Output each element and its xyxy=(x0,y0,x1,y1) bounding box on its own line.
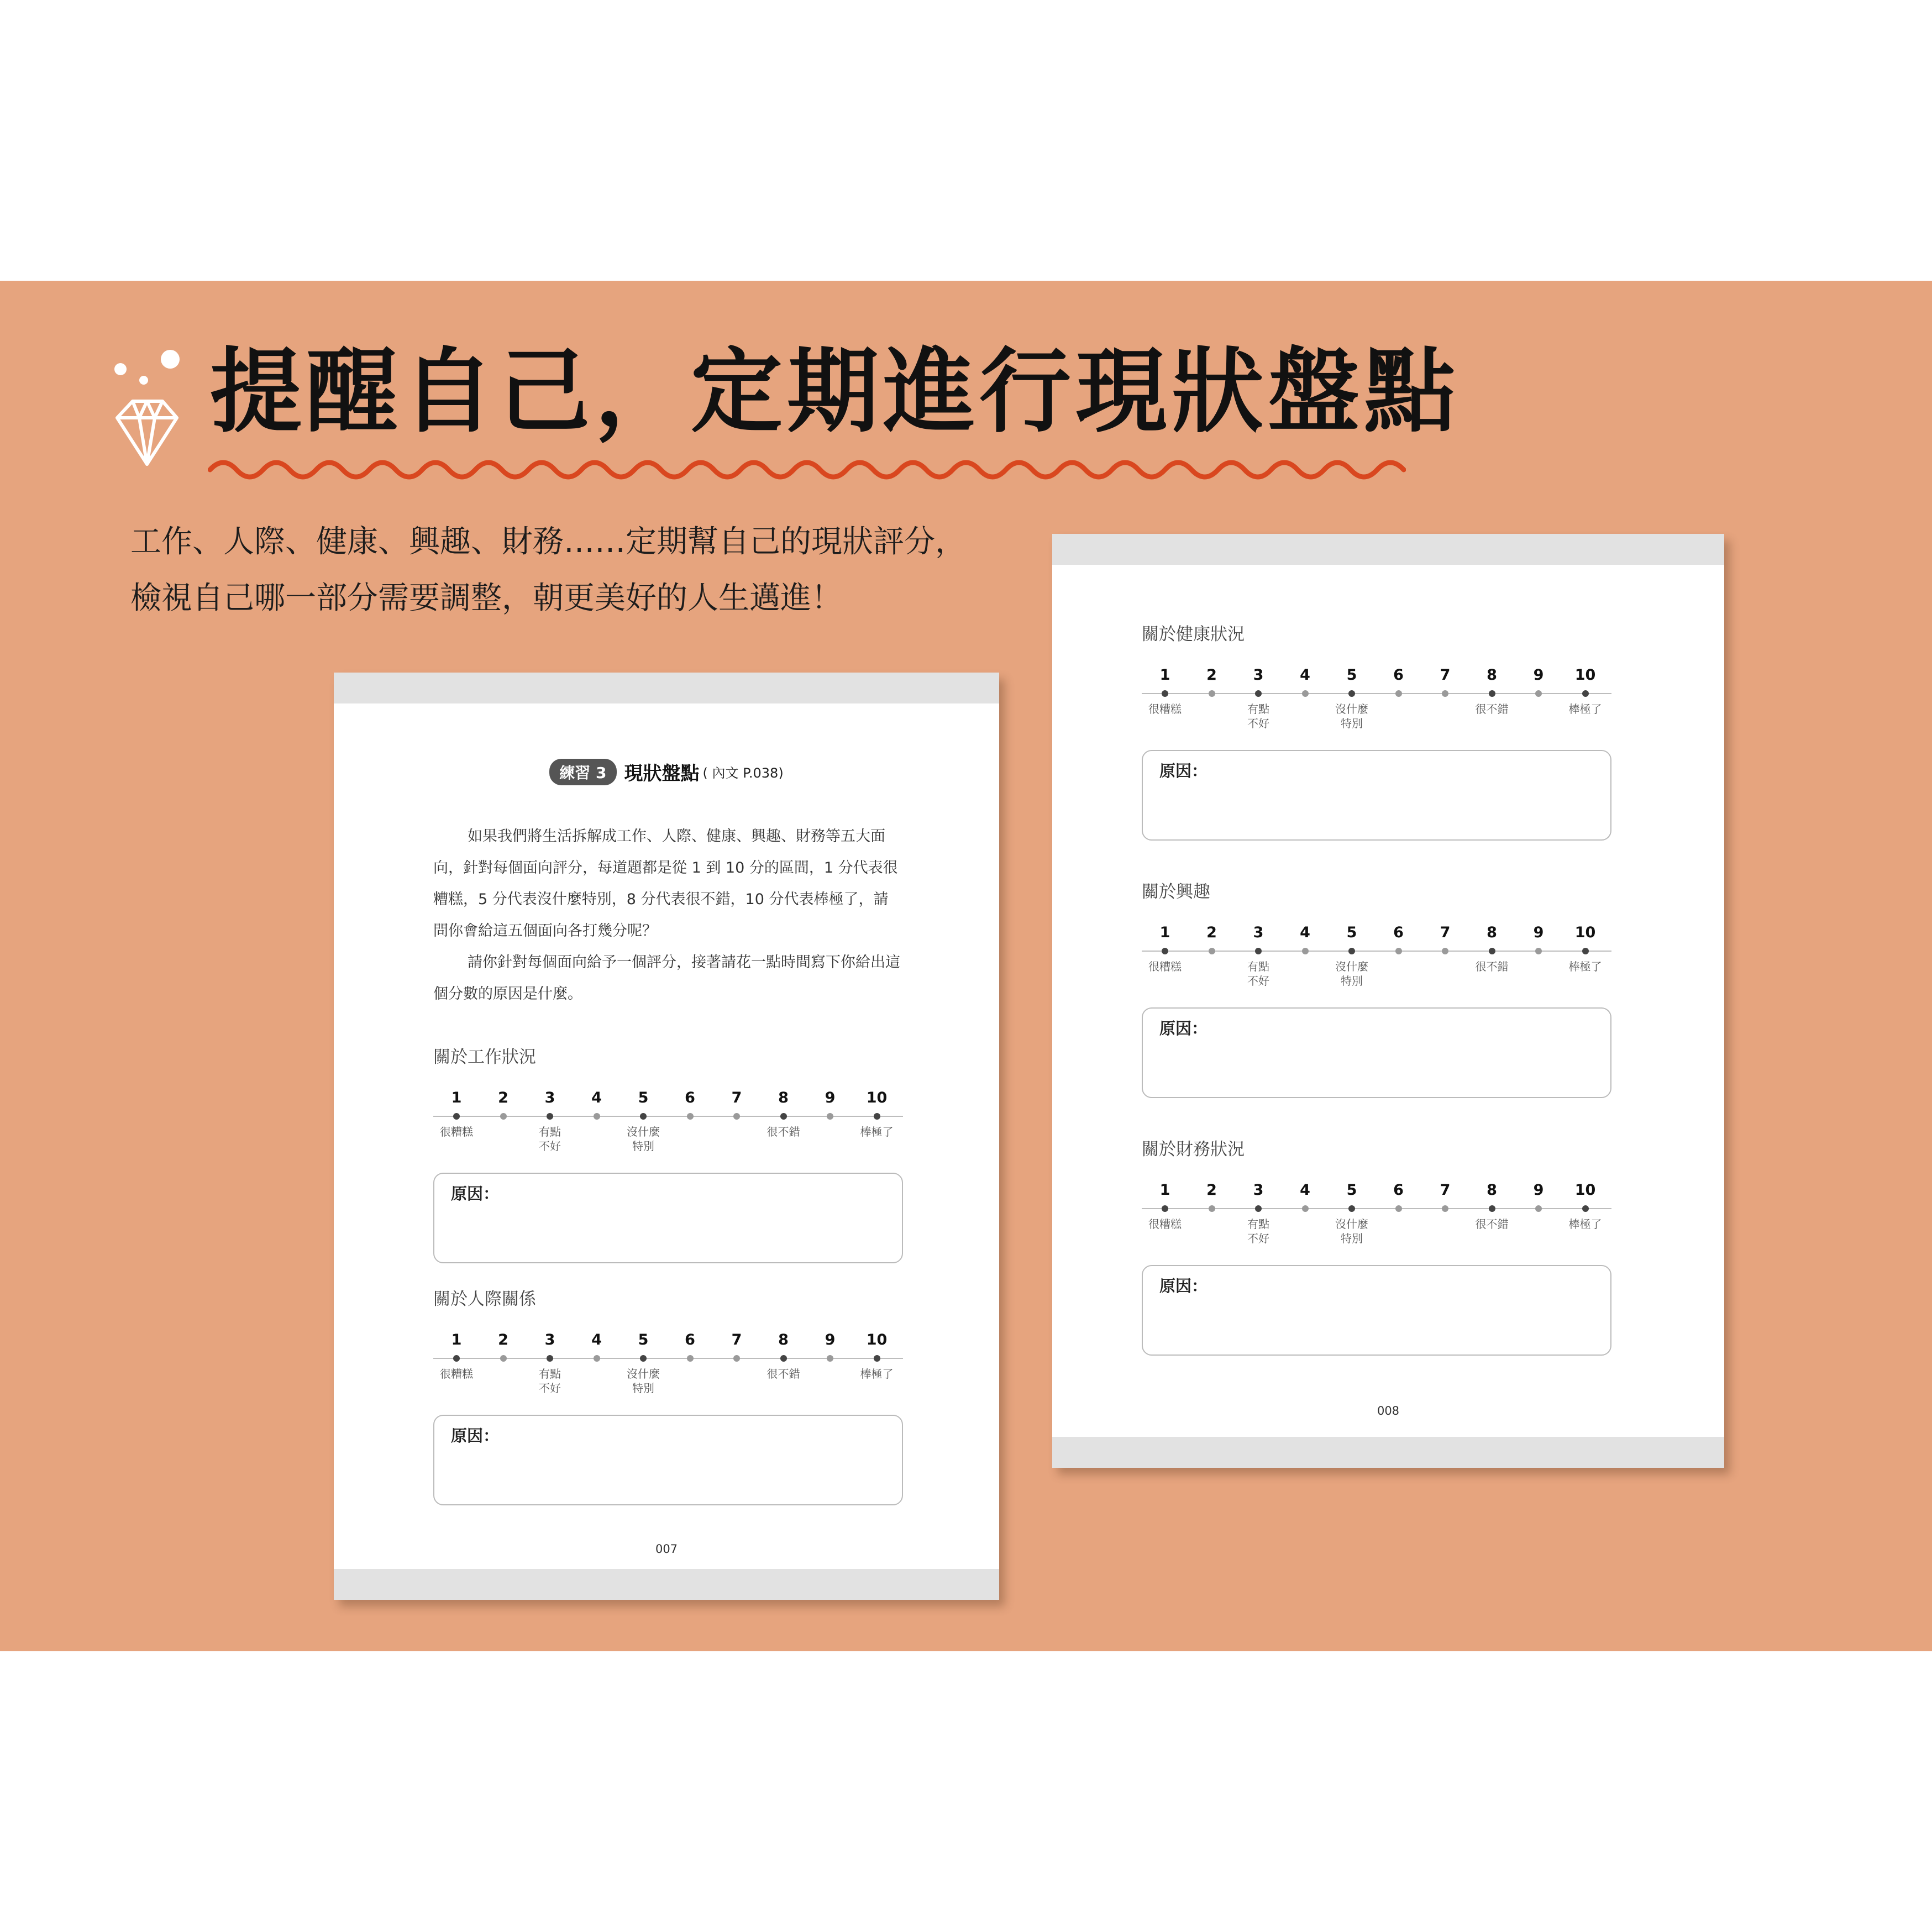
reason-label: 原因： xyxy=(1159,1019,1208,1038)
scale-number: 10 xyxy=(866,1089,888,1106)
scale-number: 10 xyxy=(866,1331,888,1348)
intro-line-2: 檢視自己哪一部分需要調整，朝更美好的人生邁進！ xyxy=(130,580,842,616)
reason-box[interactable] xyxy=(433,1415,903,1505)
scale-number: 6 xyxy=(1393,666,1404,684)
scale-label: 棒極了 xyxy=(860,1367,894,1380)
scale-dot[interactable] xyxy=(1442,690,1448,697)
scale-number: 4 xyxy=(591,1089,602,1106)
intro-line-1: 工作、人際、健康、興趣、財務……定期幫自己的現狀評分， xyxy=(130,524,966,560)
scale-dot[interactable] xyxy=(780,1113,787,1120)
scale-number: 8 xyxy=(778,1331,789,1348)
scale-number: 1 xyxy=(451,1331,462,1348)
page-bottom-bar xyxy=(1052,1437,1724,1468)
scale-number: 1 xyxy=(451,1089,462,1106)
intro-text xyxy=(130,514,1070,627)
scale-number: 5 xyxy=(638,1331,649,1348)
scale-dot[interactable] xyxy=(1489,948,1495,954)
workbook-page-right xyxy=(1052,534,1724,1468)
scale-dot[interactable] xyxy=(1209,948,1215,954)
scale-dot[interactable] xyxy=(1209,1205,1215,1212)
scale-dot[interactable] xyxy=(594,1113,600,1120)
scale-dot[interactable] xyxy=(1255,948,1262,954)
scale-dot[interactable] xyxy=(827,1113,833,1120)
scale-dot[interactable] xyxy=(1395,948,1402,954)
scale-dot[interactable] xyxy=(1209,690,1215,697)
page-number: 008 xyxy=(1377,1404,1400,1418)
wavy-underline xyxy=(208,458,1406,482)
scale-dot[interactable] xyxy=(827,1355,833,1362)
scale-dot[interactable] xyxy=(1302,690,1309,697)
page-top-bar xyxy=(334,673,999,704)
scale-label: 很糟糕 xyxy=(440,1125,473,1138)
scale-number: 7 xyxy=(731,1331,742,1348)
scale-number: 5 xyxy=(1346,666,1357,684)
section-title: 關於工作狀況 xyxy=(433,1047,536,1067)
scale-label: 有點 不好 xyxy=(539,1125,561,1153)
scale-dot[interactable] xyxy=(1582,948,1589,954)
scale-number: 7 xyxy=(1440,1182,1451,1199)
scale-number: 4 xyxy=(1300,924,1310,941)
scale-number: 5 xyxy=(1346,924,1357,941)
exercise-badge: 練習 3 xyxy=(549,759,616,785)
scale-dot[interactable] xyxy=(733,1113,740,1120)
scale-dot[interactable] xyxy=(687,1355,694,1362)
scale-number: 4 xyxy=(1300,1182,1310,1199)
rating-scale xyxy=(433,1331,903,1409)
scale-number: 2 xyxy=(1206,924,1217,941)
scale-number: 2 xyxy=(1206,666,1217,684)
scale-label: 沒什麼 特別 xyxy=(1335,702,1368,730)
scale-dot[interactable] xyxy=(1162,690,1168,697)
scale-dot[interactable] xyxy=(1442,948,1448,954)
scale-number: 1 xyxy=(1159,1182,1170,1199)
scale-label: 有點 不好 xyxy=(1247,1217,1269,1245)
scale-dot[interactable] xyxy=(1582,1205,1589,1212)
reason-label: 原因： xyxy=(1159,762,1208,780)
scale-dot[interactable] xyxy=(1348,948,1355,954)
scale-label: 很糟糕 xyxy=(1148,1217,1182,1231)
scale-dot[interactable] xyxy=(1535,690,1542,697)
reason-box[interactable] xyxy=(433,1173,903,1263)
scale-number: 9 xyxy=(1533,1182,1544,1199)
scale-label: 棒極了 xyxy=(1568,702,1602,716)
scale-number: 10 xyxy=(1574,1182,1596,1199)
scale-number: 3 xyxy=(544,1089,555,1106)
page-number: 007 xyxy=(655,1542,678,1556)
scale-dot[interactable] xyxy=(1255,1205,1262,1212)
reason-box[interactable] xyxy=(1142,750,1611,841)
scale-number: 6 xyxy=(685,1331,695,1348)
rating-scale xyxy=(1142,1182,1611,1259)
scale-label: 棒極了 xyxy=(860,1125,894,1138)
scale-number: 1 xyxy=(1159,666,1170,684)
scale-number: 9 xyxy=(825,1089,836,1106)
scale-dot[interactable] xyxy=(1302,948,1309,954)
scale-dot[interactable] xyxy=(500,1355,507,1362)
scale-dot[interactable] xyxy=(780,1355,787,1362)
reason-box[interactable] xyxy=(1142,1265,1611,1356)
scale-number: 8 xyxy=(1487,666,1497,684)
reason-box[interactable] xyxy=(1142,1007,1611,1098)
scale-dot[interactable] xyxy=(1302,1205,1309,1212)
scale-number: 5 xyxy=(1346,1182,1357,1199)
instructions xyxy=(433,821,902,1010)
scale-label: 有點 不好 xyxy=(1247,702,1269,730)
scale-dot[interactable] xyxy=(1442,1205,1448,1212)
page-headline: 提醒自己，定期進行現狀盤點 xyxy=(210,339,1460,445)
scale-dot[interactable] xyxy=(1255,690,1262,697)
section-title: 關於興趣 xyxy=(1142,882,1210,902)
scale-label: 沒什麼 特別 xyxy=(627,1367,660,1395)
scale-number: 6 xyxy=(1393,1182,1404,1199)
scale-number: 2 xyxy=(498,1331,508,1348)
scale-dot[interactable] xyxy=(733,1355,740,1362)
scale-number: 9 xyxy=(1533,924,1544,941)
scale-number: 2 xyxy=(498,1089,508,1106)
scale-number: 6 xyxy=(685,1089,695,1106)
exercise-name: 現狀盤點 xyxy=(624,763,700,785)
scale-number: 10 xyxy=(1574,666,1596,684)
scale-label: 棒極了 xyxy=(1568,1217,1602,1231)
scale-label: 很不錯 xyxy=(767,1367,800,1380)
scale-number: 6 xyxy=(1393,924,1404,941)
diamond-icon xyxy=(111,343,182,475)
scale-label: 有點 不好 xyxy=(539,1367,561,1395)
scale-label: 沒什麼 特別 xyxy=(627,1125,660,1153)
page-bottom-bar xyxy=(334,1569,999,1600)
scale-number: 3 xyxy=(1253,924,1264,941)
scale-number: 7 xyxy=(731,1089,742,1106)
scale-number: 10 xyxy=(1574,924,1596,941)
section-title: 關於財務狀況 xyxy=(1142,1140,1245,1159)
scale-dot[interactable] xyxy=(1395,1205,1402,1212)
scale-label: 很糟糕 xyxy=(1148,960,1182,973)
scale-dot[interactable] xyxy=(1348,1205,1355,1212)
workbook-page-left xyxy=(334,673,999,1600)
instructions-paragraph-1: 如果我們將生活拆解成工作、人際、健康、興趣、財務等五大面向，針對每個面向評分，每道題都是從 1 到 10 分的區間，1 分代表很糟糕，5 分代表沒什麼特別，8 分代表很不錯，10 分代表棒極了，請問你會給這五個面向各打幾分呢？ xyxy=(433,828,898,939)
scale-number: 4 xyxy=(1300,666,1310,684)
exercise-title xyxy=(334,758,999,785)
scale-label: 很糟糕 xyxy=(1148,702,1182,716)
scale-number: 9 xyxy=(825,1331,836,1348)
scale-dot[interactable] xyxy=(1535,1205,1542,1212)
scale-label: 很不錯 xyxy=(1475,1217,1509,1231)
scale-number: 7 xyxy=(1440,924,1451,941)
section-title: 關於健康狀況 xyxy=(1142,624,1245,644)
reason-label: 原因： xyxy=(451,1184,500,1203)
scale-dot[interactable] xyxy=(1535,948,1542,954)
scale-label: 很糟糕 xyxy=(440,1367,473,1380)
scale-label: 沒什麼 特別 xyxy=(1335,1217,1368,1245)
page-top-bar xyxy=(1052,534,1724,565)
scale-label: 沒什麼 特別 xyxy=(1335,960,1368,988)
scale-dot[interactable] xyxy=(874,1355,880,1362)
scale-number: 1 xyxy=(1159,924,1170,941)
scale-dot[interactable] xyxy=(547,1113,553,1120)
scale-dot[interactable] xyxy=(1348,690,1355,697)
scale-dot[interactable] xyxy=(640,1355,647,1362)
scale-number: 5 xyxy=(638,1089,649,1106)
scale-number: 8 xyxy=(1487,924,1497,941)
scale-label: 很不錯 xyxy=(1475,702,1509,716)
scale-label: 有點 不好 xyxy=(1247,960,1269,988)
scale-number: 3 xyxy=(544,1331,555,1348)
scale-number: 2 xyxy=(1206,1182,1217,1199)
scale-dot[interactable] xyxy=(874,1113,880,1120)
rating-scale xyxy=(1142,924,1611,1001)
scale-dot[interactable] xyxy=(453,1355,460,1362)
scale-dot[interactable] xyxy=(687,1113,694,1120)
rating-scale xyxy=(433,1089,903,1167)
scale-dot[interactable] xyxy=(640,1113,647,1120)
exercise-ref: ( 內文 P.038) xyxy=(702,765,784,781)
scale-number: 3 xyxy=(1253,1182,1264,1199)
scale-dot[interactable] xyxy=(500,1113,507,1120)
scale-number: 7 xyxy=(1440,666,1451,684)
instructions-paragraph-2: 請你針對每個面向給予一個評分，接著請花一點時間寫下你給出這個分數的原因是什麼。 xyxy=(433,954,900,1002)
scale-label: 棒極了 xyxy=(1568,960,1602,973)
scale-dot[interactable] xyxy=(1162,1205,1168,1212)
scale-dot[interactable] xyxy=(547,1355,553,1362)
scale-number: 8 xyxy=(1487,1182,1497,1199)
scale-dot[interactable] xyxy=(1162,948,1168,954)
reason-label: 原因： xyxy=(1159,1277,1208,1295)
scale-dot[interactable] xyxy=(1489,690,1495,697)
scale-label: 很不錯 xyxy=(767,1125,800,1138)
rating-scale xyxy=(1142,666,1611,744)
scale-number: 4 xyxy=(591,1331,602,1348)
reason-label: 原因： xyxy=(451,1426,500,1445)
scale-dot[interactable] xyxy=(1489,1205,1495,1212)
scale-number: 8 xyxy=(778,1089,789,1106)
scale-dot[interactable] xyxy=(453,1113,460,1120)
scale-label: 很不錯 xyxy=(1475,960,1509,973)
scale-number: 9 xyxy=(1533,666,1544,684)
scale-dot[interactable] xyxy=(1582,690,1589,697)
scale-dot[interactable] xyxy=(1395,690,1402,697)
scale-number: 3 xyxy=(1253,666,1264,684)
section-title: 關於人際關係 xyxy=(433,1289,536,1309)
scale-dot[interactable] xyxy=(594,1355,600,1362)
